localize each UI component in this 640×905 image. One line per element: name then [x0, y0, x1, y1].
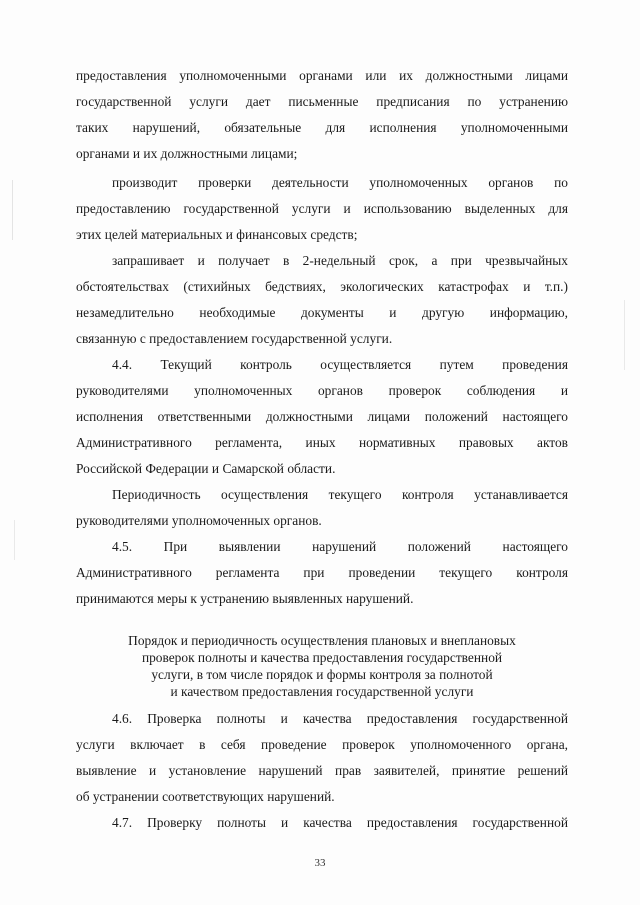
scan-margin-mark: [12, 180, 13, 240]
heading-line: услуги, в том числе порядок и формы контроля за полнотой: [151, 667, 493, 682]
paragraph: [76, 352, 568, 482]
text-line: выявление и установление нарушений прав заявителей, принятие решений: [76, 763, 568, 778]
text-line: руководителями уполномоченных органов проверок соблюдения и: [76, 383, 568, 398]
text-line: Периодичность осуществления текущего контроля устанавливается: [112, 487, 568, 502]
paragraph: [76, 248, 568, 352]
text-line: исполнения ответственными должностными лицами положений настоящего: [76, 409, 568, 424]
text-line: государственной услуги дает письменные предписания по устранению: [76, 94, 568, 109]
page-number: 33: [314, 857, 326, 869]
heading-line: Порядок и периодичность осуществления плановых и внеплановых: [128, 633, 516, 648]
paragraph: [76, 706, 568, 810]
text-line: запрашивает и получает в 2-недельный срок, а при чрезвычайных: [112, 253, 568, 268]
text-line: этих целей материальных и финансовых средств;: [76, 227, 358, 242]
text-line: Административного регламента при проведении текущего контроля: [76, 565, 568, 580]
text-line: предоставлению государственной услуги и использованию выделенных для: [76, 201, 568, 216]
text-line: предоставления уполномоченными органами или их должностными лицами: [76, 68, 568, 83]
text-line: Административного регламента, иных нормативных правовых актов: [76, 435, 568, 450]
text-line: 4.6. Проверка полноты и качества предоставления государственной: [112, 711, 568, 726]
text-line: Российской Федерации и Самарской области.: [76, 461, 336, 476]
heading-line: проверок полноты и качества предоставления государственной: [141, 650, 503, 665]
text-line: таких нарушений, обязательные для исполнения уполномоченными: [76, 120, 568, 135]
paragraph: [76, 170, 568, 248]
text-line: услуги включает в себя проведение проверок уполномоченного органа,: [76, 737, 568, 752]
text-line: обстоятельствах (стихийных бедствиях, экологических катастрофах и т.п.): [76, 279, 568, 294]
text-line: связанную с предоставлением государственной услуги.: [76, 331, 393, 346]
text-line: руководителями уполномоченных органов.: [76, 513, 322, 528]
text-line: 4.5. При выявлении нарушений положений настоящего: [112, 539, 568, 554]
text-line: производит проверки деятельности уполномоченных органов по: [112, 175, 568, 190]
text-line: 4.4. Текущий контроль осуществляется путем проведения: [112, 357, 568, 372]
text-line: органами и их должностными лицами;: [76, 146, 298, 161]
section-heading: [76, 632, 568, 700]
paragraph: [76, 482, 568, 534]
scan-margin-mark: [14, 520, 15, 560]
heading-line: и качеством предоставления государственной услуги: [170, 684, 474, 699]
text-line: незамедлительно необходимые документы и другую информацию,: [76, 305, 568, 320]
paragraph: [76, 534, 568, 612]
text-line: 4.7. Проверку полноты и качества предоставления государственной: [112, 815, 568, 830]
paragraph: [76, 810, 568, 836]
scan-margin-mark: [624, 300, 625, 370]
paragraph: [76, 63, 568, 167]
text-line: об устранении соответствующих нарушений.: [76, 789, 335, 804]
text-line: принимаются меры к устранению выявленных нарушений.: [76, 591, 414, 606]
